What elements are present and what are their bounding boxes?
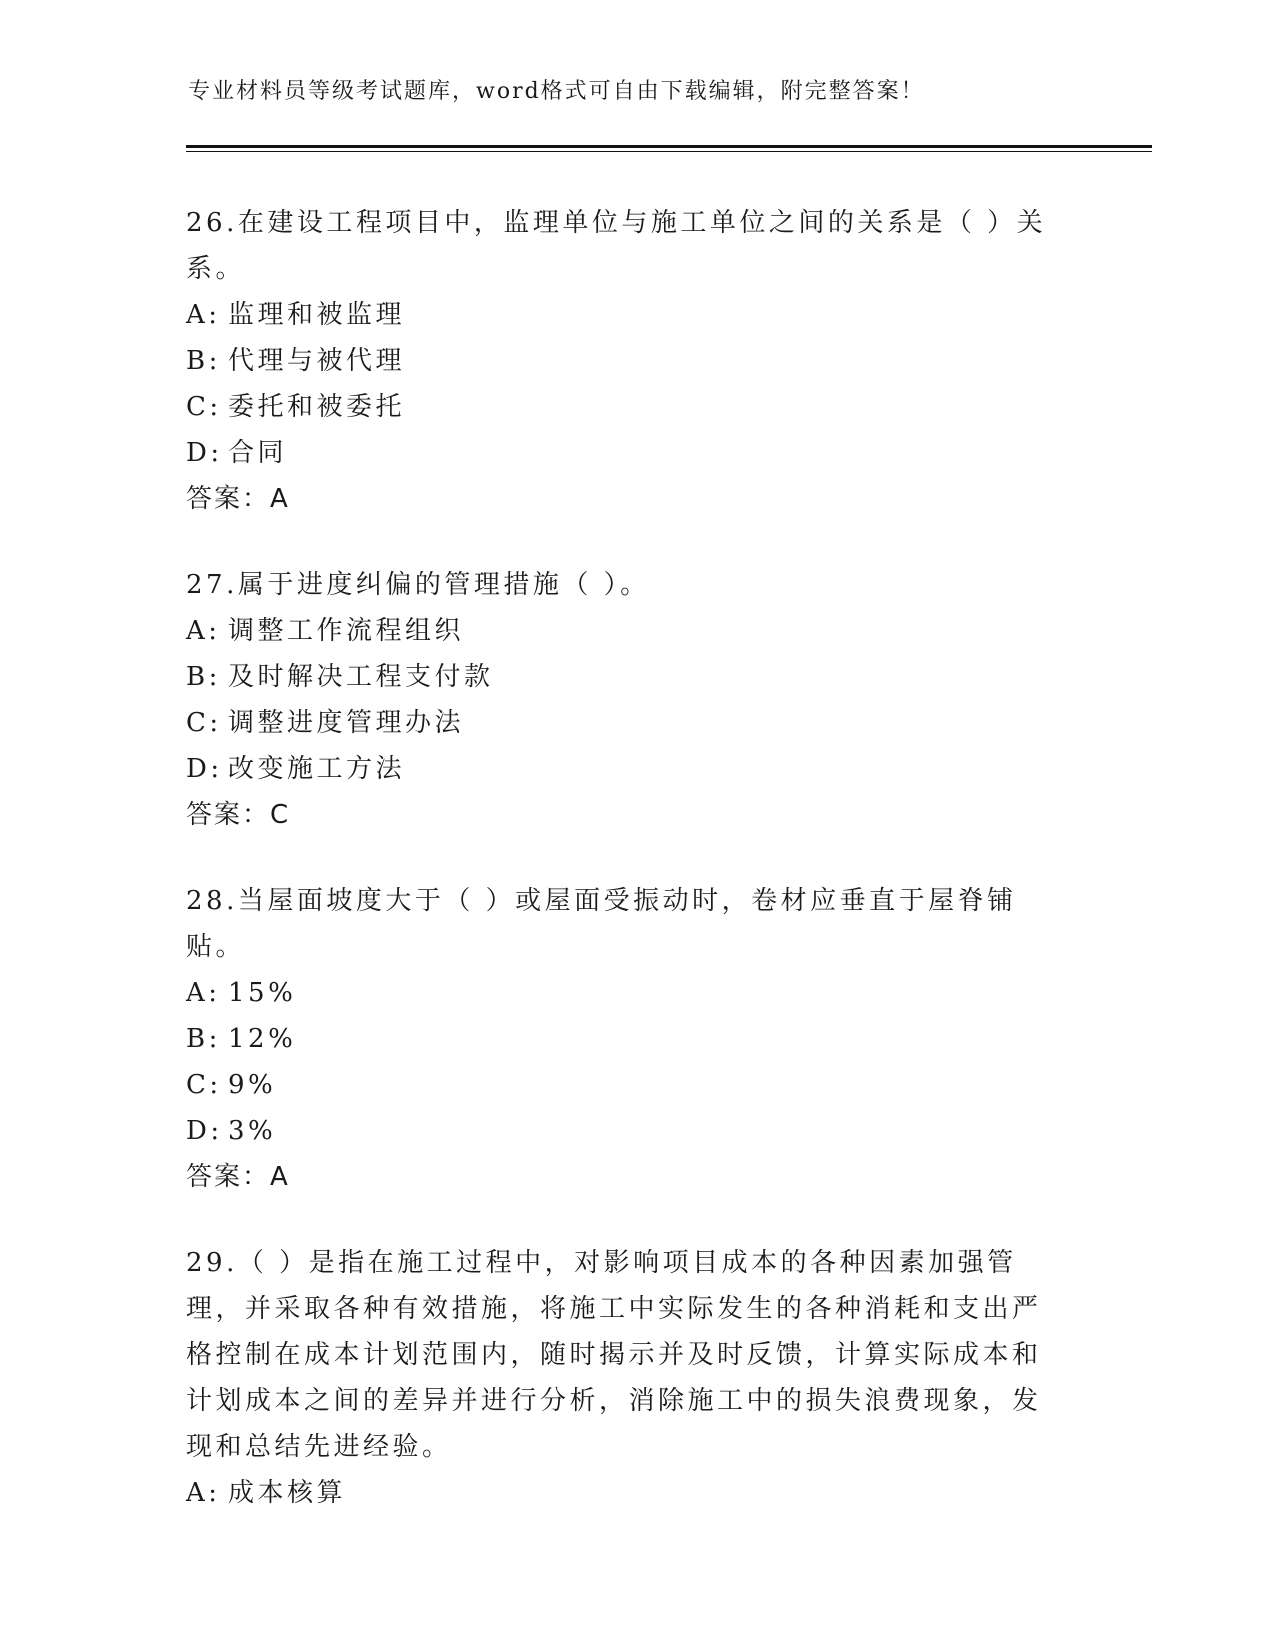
option-a — [186, 292, 1066, 338]
question-stem: 28.当屋面坡度大于（ ）或屋面受振动时，卷材应垂直于屋脊铺贴。 — [186, 886, 1017, 962]
option-a — [186, 608, 1066, 654]
option-text: 委托和被委托 — [228, 392, 406, 422]
question-27 — [186, 562, 1066, 838]
option-text: 调整工作流程组织 — [228, 616, 465, 646]
option-a — [186, 970, 1066, 1016]
answer-line: 答案：A — [186, 1162, 290, 1192]
option-letter: C: — [186, 708, 222, 738]
question-stem: 27.属于进度纠偏的管理措施（ ）。 — [186, 570, 650, 600]
page-header: 专业材料员等级考试题库，word格式可自由下载编辑，附完整答案！ — [188, 79, 925, 104]
question-28 — [186, 878, 1066, 1200]
option-c — [186, 384, 1066, 430]
question-26 — [186, 200, 1066, 522]
option-text: 成本核算 — [228, 1478, 347, 1508]
option-letter: D: — [186, 1116, 223, 1146]
option-b — [186, 654, 1066, 700]
option-text: 监理和被监理 — [228, 300, 406, 330]
option-d — [186, 746, 1066, 792]
answer-line: 答案：A — [186, 484, 290, 514]
question-stem: 26.在建设工程项目中，监理单位与施工单位之间的关系是（ ）关系。 — [186, 208, 1047, 284]
question-stem: 29.（ ）是指在施工过程中，对影响项目成本的各种因素加强管理，并采取各种有效措施，将施工中实际发生的各种消耗和支出严格控制在成本计划范围内，随时揭示并及时反馈，计算实际成本和计划成本之间的差异并进行分析，消除施工中的损失浪费现象，发现和总结先进经验。 — [186, 1248, 1042, 1462]
option-d — [186, 430, 1066, 476]
option-text: 调整进度管理办法 — [228, 708, 465, 738]
option-text: 代理与被代理 — [228, 346, 406, 376]
answer-line: 答案：C — [186, 800, 291, 830]
option-a — [186, 1470, 1066, 1516]
option-letter: B: — [186, 1024, 221, 1054]
option-letter: A: — [186, 616, 221, 646]
header-divider-thick — [186, 145, 1152, 148]
question-list — [186, 200, 1066, 1556]
option-text: 及时解决工程支付款 — [228, 662, 494, 692]
option-c — [186, 700, 1066, 746]
option-text: 合同 — [228, 438, 288, 468]
option-letter: A: — [186, 300, 221, 330]
option-letter: A: — [186, 978, 221, 1008]
option-letter: B: — [186, 346, 221, 376]
option-b — [186, 338, 1066, 384]
option-letter: D: — [186, 754, 223, 784]
option-letter: C: — [186, 1070, 222, 1100]
option-d — [186, 1108, 1066, 1154]
question-29 — [186, 1240, 1066, 1516]
option-letter: D: — [186, 438, 223, 468]
option-text: 15% — [228, 978, 297, 1008]
option-c — [186, 1062, 1066, 1108]
header-divider-thin — [186, 151, 1152, 152]
option-letter: A: — [186, 1478, 221, 1508]
option-letter: C: — [186, 392, 222, 422]
option-text: 9% — [228, 1070, 277, 1100]
option-text: 改变施工方法 — [228, 754, 406, 784]
option-text: 12% — [228, 1024, 297, 1054]
option-text: 3% — [228, 1116, 277, 1146]
option-b — [186, 1016, 1066, 1062]
option-letter: B: — [186, 662, 221, 692]
